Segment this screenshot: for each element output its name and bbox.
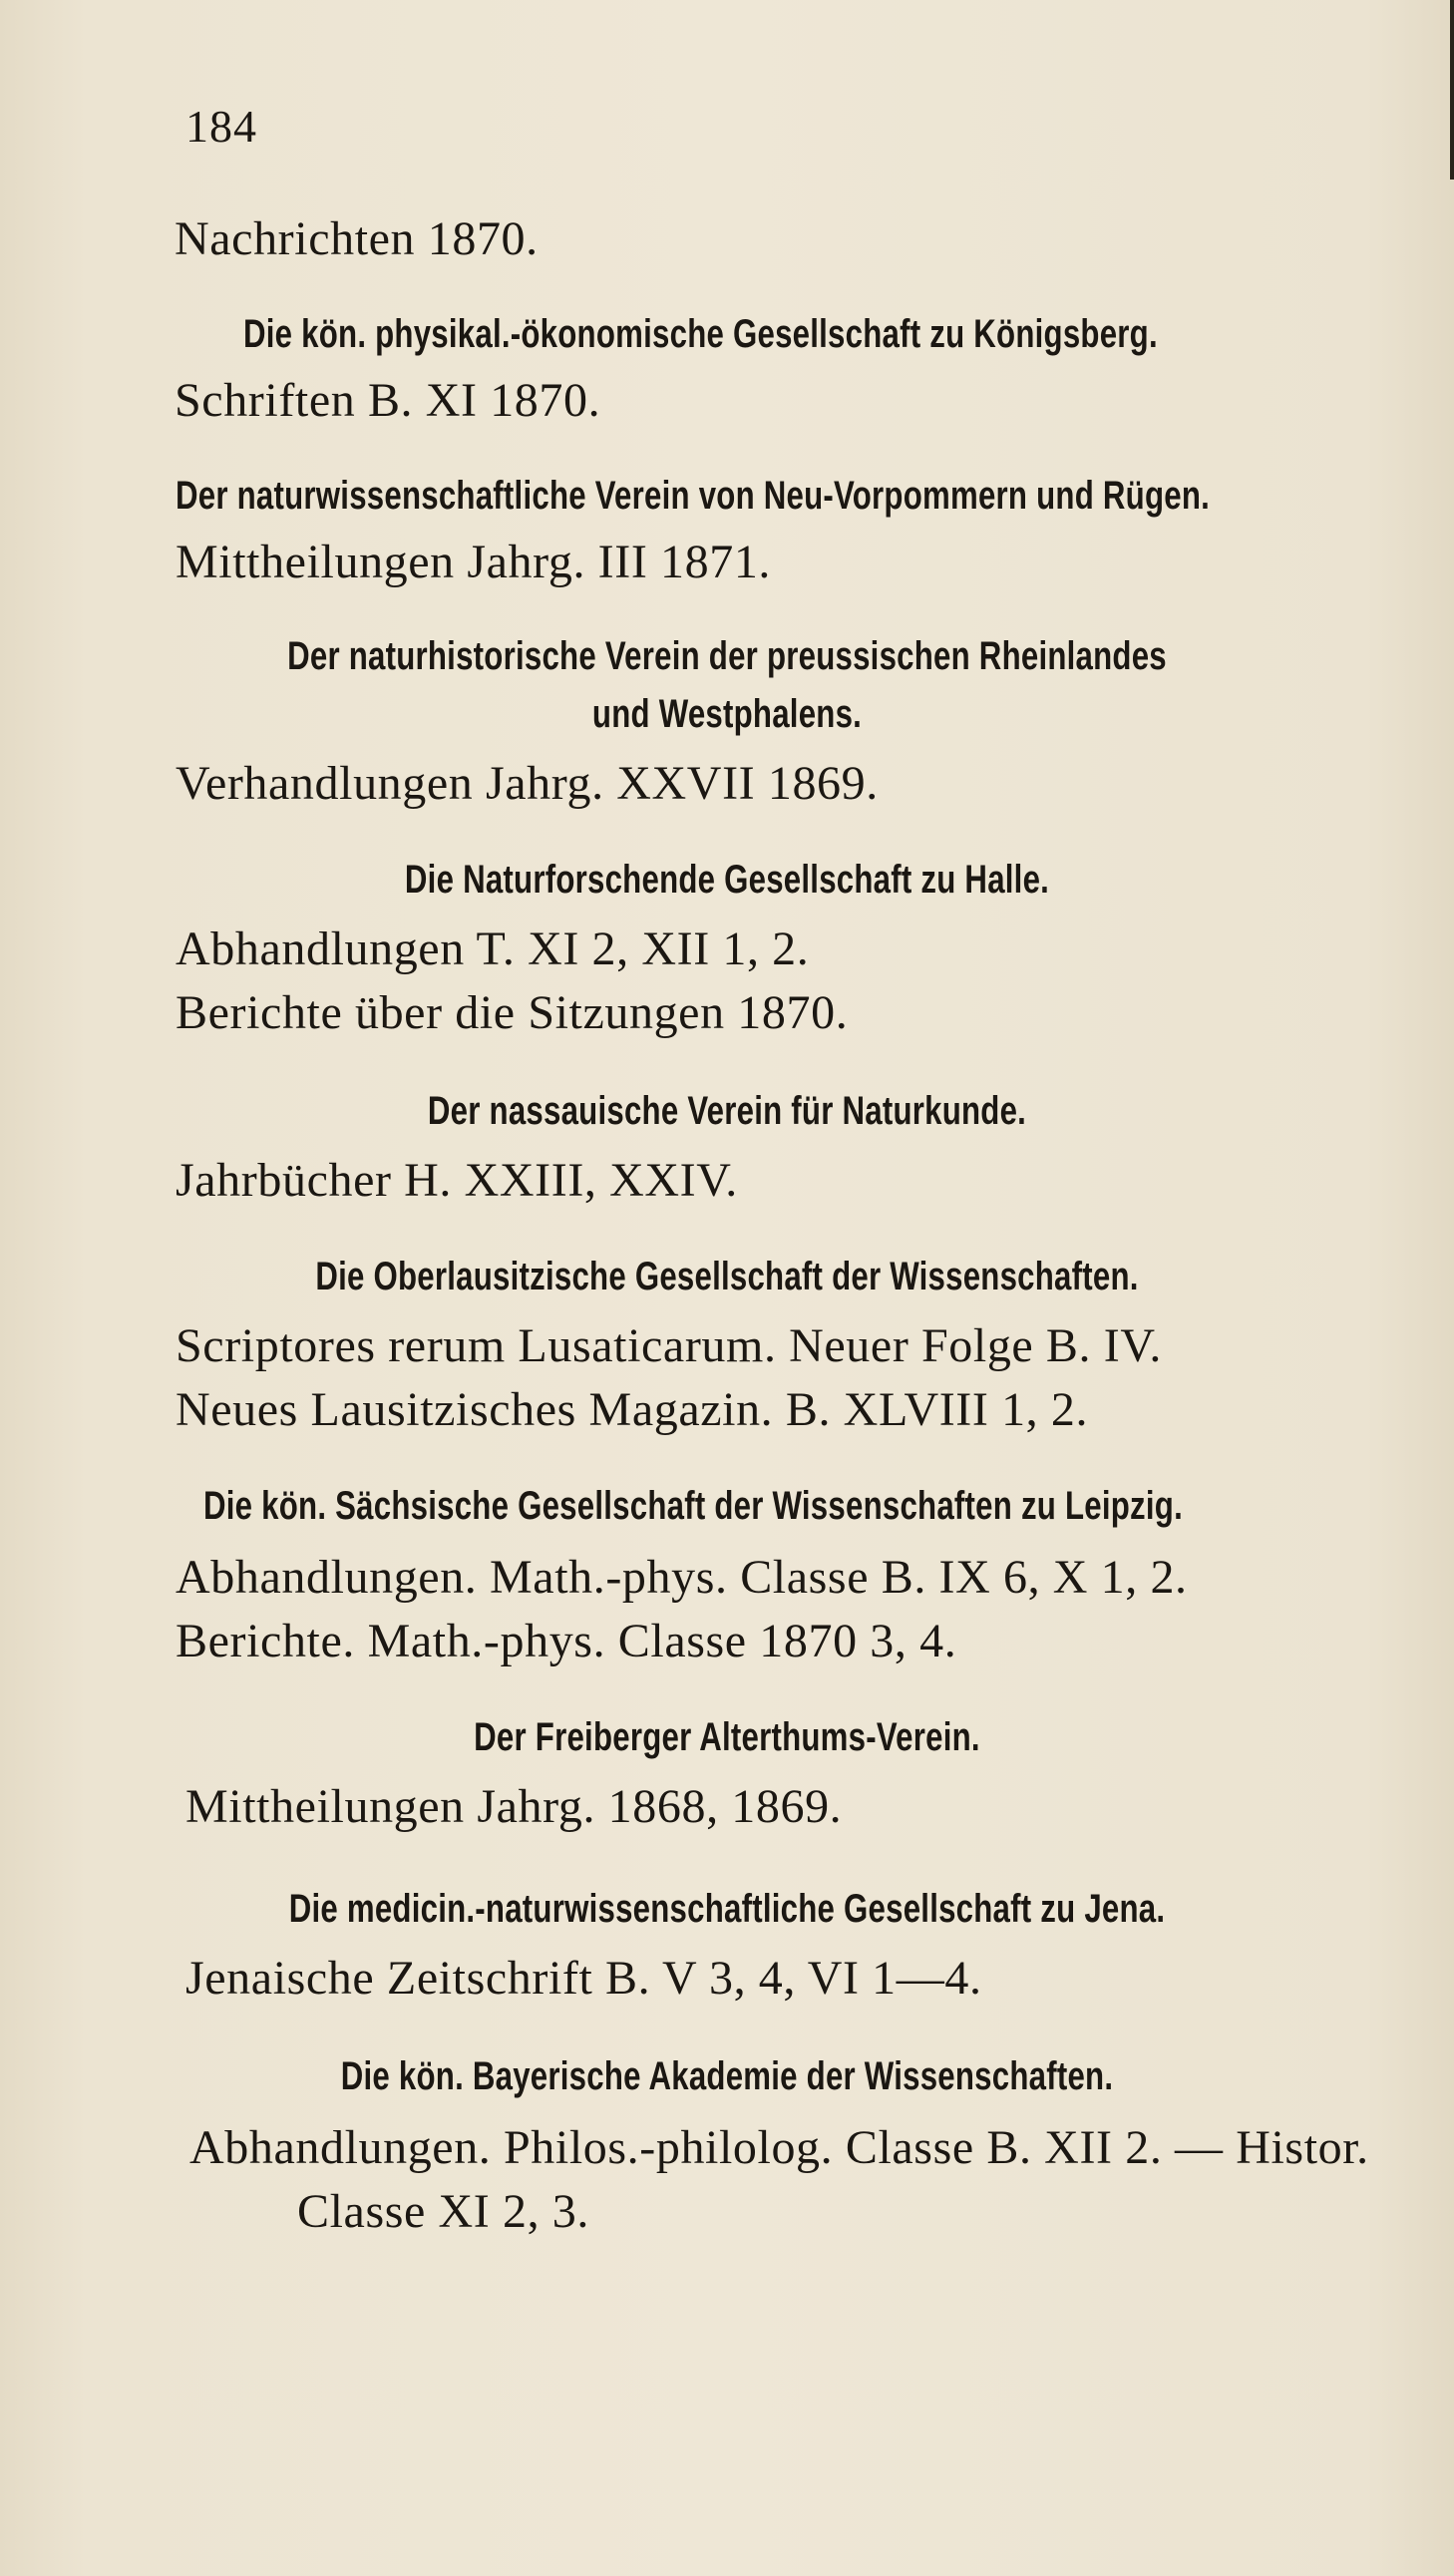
text-line: Abhandlungen T. XI 2, XII 1, 2. [176,922,810,975]
society-heading: Die Naturforschende Gesellschaft zu Halle. [404,858,1050,902]
society-heading: Der nassauische Verein für Naturkunde. [427,1089,1027,1133]
society-heading: Die kön. Sächsische Gesellschaft der Wissenschaften zu Leipzig. [203,1484,1183,1528]
text-line: Mittheilungen Jahrg. III 1871. [176,536,772,588]
society-heading: Der naturhistorische Verein der preussischen Rheinlandes [287,634,1167,678]
text-line: Abhandlungen. Philos.-philolog. Classe B. XII 2. — Histor. [189,2121,1369,2174]
text-line: Jenaische Zeitschrift B. V 3, 4, VI 1—4. [185,1952,982,2005]
text-line: Nachrichten 1870. [175,212,539,265]
society-heading: Die Oberlausitzische Gesellschaft der Wissenschaften. [315,1255,1139,1298]
society-heading: Der Freiberger Alterthums-Verein. [474,1715,980,1759]
text-line: Scriptores rerum Lusaticarum. Neuer Folge B. IV. [176,1319,1163,1372]
text-line: Jahrbücher H. XXIII, XXIV. [176,1154,738,1207]
society-heading: Der naturwissenschaftliche Verein von Neu-Vorpommern und Rügen. [176,474,1211,518]
text-line: Neues Lausitzisches Magazin. B. XLVIII 1, 2. [176,1383,1089,1436]
society-heading: Die kön. physikal.-ökonomische Gesellschaft zu Königsberg. [243,312,1158,356]
page-number: 184 [185,101,257,152]
text-line: Schriften B. XI 1870. [175,374,601,427]
text-line: Berichte über die Sitzungen 1870. [176,986,849,1039]
text-line: Verhandlungen Jahrg. XXVII 1869. [176,757,879,810]
text-line: Berichte. Math.-phys. Classe 1870 3, 4. [176,1615,957,1667]
text-line: Classe XI 2, 3. [297,2185,589,2238]
society-heading: und Westphalens. [591,692,863,736]
text-line: Mittheilungen Jahrg. 1868, 1869. [185,1780,843,1833]
society-heading: Die kön. Bayerische Akademie der Wissenschaften. [340,2054,1114,2098]
text-line: Abhandlungen. Math.-phys. Classe B. IX 6, X 1, 2. [176,1551,1188,1604]
society-heading: Die medicin.-naturwissenschaftliche Gesellschaft zu Jena. [288,1887,1166,1931]
page-edge-shadow [1450,0,1454,180]
